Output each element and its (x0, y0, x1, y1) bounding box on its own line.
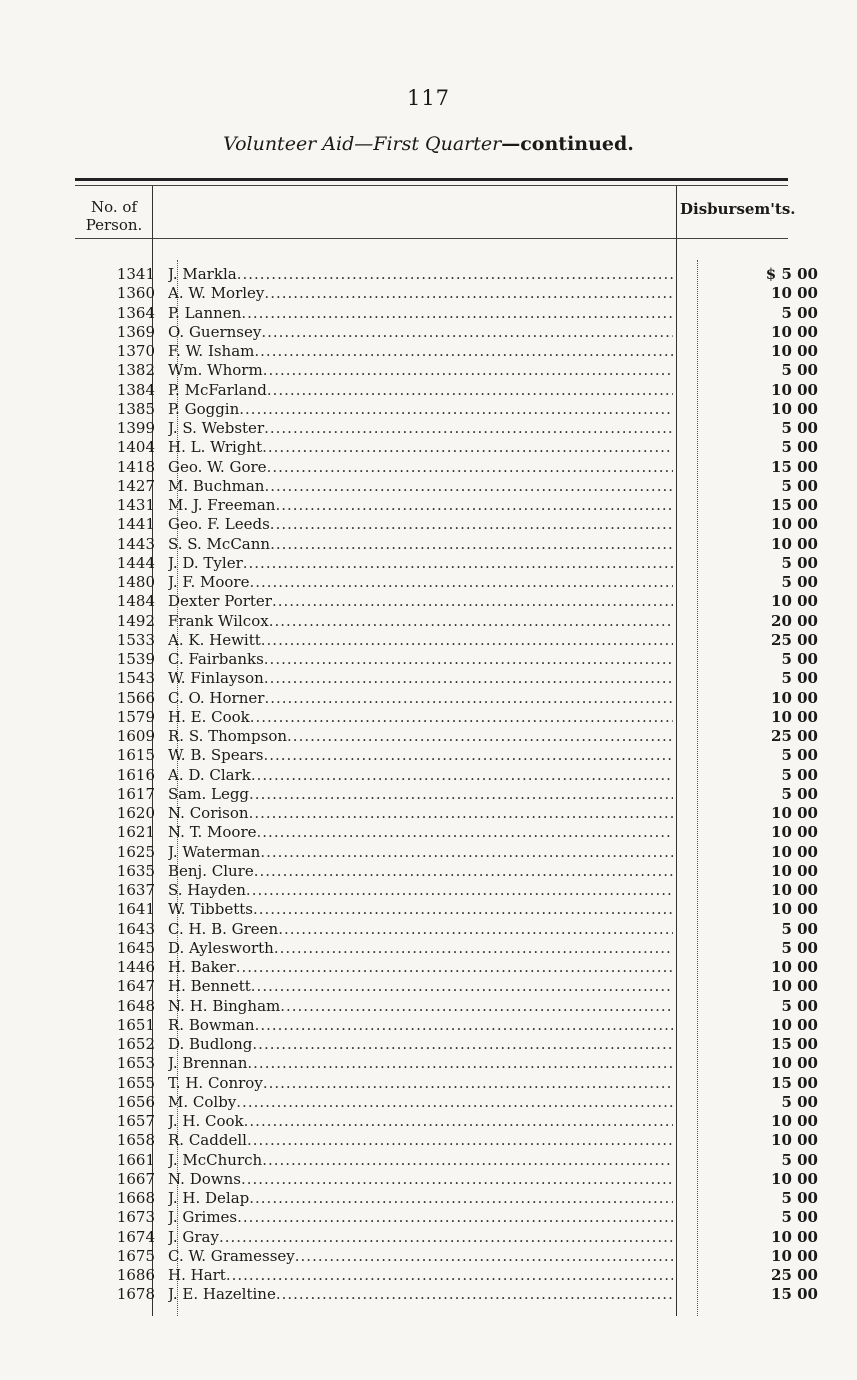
disbursement-amount: 15 00 (771, 496, 818, 514)
disbursement-amount: 10 00 (771, 823, 818, 842)
header-person-line2: Person. (85, 216, 143, 234)
person-number: 1617 (116, 784, 155, 803)
disbursement-amount: 15 00 (771, 1285, 818, 1304)
disbursement-amount: 5 00 (781, 1150, 818, 1169)
disbursement-amount: 10 00 (771, 977, 818, 996)
person-name: N. H. Bingham ..... (168, 997, 673, 1016)
header-disbursements: Disbursem'ts. (680, 200, 796, 218)
table-row (0, 400, 857, 419)
disbursement-amount: 10 00 (771, 322, 818, 341)
disbursement-amount: 5 00 (781, 303, 818, 322)
disbursement-amount: 25 00 (771, 727, 818, 745)
person-name: T. H. Conroy ..... (168, 1074, 673, 1093)
person-number: 1382 (116, 361, 155, 380)
disbursement-amount: 10 00 (771, 1112, 818, 1130)
disbursement-amount: 5 00 (781, 765, 818, 784)
person-name: J. D. Tyler ..... (168, 554, 673, 573)
disbursement-amount: 5 00 (781, 1208, 818, 1227)
person-number: 1651 (116, 1015, 155, 1034)
table-row (0, 1208, 857, 1227)
person-number: 1370 (116, 342, 155, 360)
person-number: 1653 (116, 1054, 155, 1073)
person-name: J. Gray ..... (168, 1228, 673, 1247)
table-row (0, 977, 857, 996)
person-name: S. Hayden ..... (168, 881, 673, 900)
disbursement-amount: 10 00 (771, 900, 818, 919)
table-row (0, 843, 857, 862)
person-name: Sam. Legg ..... (168, 785, 673, 804)
disbursement-amount: 10 00 (771, 1054, 818, 1073)
person-number: 1543 (116, 669, 155, 688)
person-name: R. Bowman ..... (168, 1016, 673, 1035)
table-row (0, 1151, 857, 1170)
person-number: 1399 (116, 419, 155, 437)
table-row (0, 1285, 857, 1304)
disbursement-amount: 25 00 (771, 630, 818, 649)
disbursement-table (0, 265, 857, 1305)
person-number: 1668 (116, 1189, 155, 1207)
person-name: N. T. Moore ..... (168, 823, 673, 842)
disbursement-amount: 5 00 (781, 1092, 818, 1111)
person-name: C. W. Gramessey ..... (168, 1247, 673, 1266)
table-row (0, 323, 857, 342)
person-name: H. L. Wright ..... (168, 438, 673, 457)
table-row (0, 361, 857, 380)
disbursement-amount: 10 00 (771, 1015, 818, 1034)
person-number: 1620 (116, 804, 155, 822)
person-name: W. Finlayson ..... (168, 669, 673, 688)
disbursement-amount: 5 00 (781, 573, 818, 591)
table-row (0, 284, 857, 303)
disbursement-amount: 10 00 (771, 707, 818, 726)
table-row (0, 1035, 857, 1054)
disbursement-amount: 5 00 (781, 361, 818, 380)
table-row (0, 419, 857, 438)
person-name: H. Bennett ..... (168, 977, 673, 996)
person-number: 1637 (116, 881, 155, 899)
person-number: 1675 (116, 1246, 155, 1265)
person-name: J. F. Moore ..... (168, 573, 673, 592)
disbursement-amount: 10 00 (771, 1246, 818, 1265)
disbursement-amount: 5 00 (781, 669, 818, 688)
person-number: 1625 (116, 842, 155, 861)
person-number: 1609 (116, 727, 155, 745)
person-number: 1404 (116, 438, 155, 457)
person-name: J. Brennan ..... (168, 1054, 673, 1073)
table-row (0, 785, 857, 804)
person-name: H. Hart ..... (168, 1266, 673, 1285)
disbursement-amount: 5 00 (781, 553, 818, 572)
person-name: J. Waterman ..... (168, 843, 673, 862)
person-number: 1480 (116, 573, 155, 591)
person-name: M. Buchman ..... (168, 477, 673, 496)
table-row (0, 689, 857, 708)
person-name: C. H. B. Green ..... (168, 920, 673, 939)
person-number: 1615 (116, 746, 155, 765)
disbursement-amount: 5 00 (781, 419, 818, 437)
disbursement-amount: 10 00 (771, 1227, 818, 1246)
table-row (0, 727, 857, 746)
disbursement-amount: 5 00 (781, 996, 818, 1015)
person-name: R. Caddell ..... (168, 1131, 673, 1150)
table-row (0, 477, 857, 496)
disbursement-amount: 10 00 (771, 1169, 818, 1188)
disbursement-amount: 5 00 (781, 1189, 818, 1207)
person-name: P. Goggin ..... (168, 400, 673, 419)
disbursement-amount: 5 00 (781, 938, 818, 957)
person-name: C. Fairbanks ..... (168, 650, 673, 669)
person-number: 1364 (116, 303, 155, 322)
person-number: 1648 (116, 996, 155, 1015)
person-number: 1621 (116, 823, 155, 842)
person-number: 1492 (116, 611, 155, 630)
person-name: D. Budlong ..... (168, 1035, 673, 1054)
title-italic: Volunteer Aid—First Quarter (223, 133, 502, 155)
disbursement-amount: 10 00 (771, 861, 818, 880)
person-name: A. W. Morley ..... (168, 284, 673, 303)
header-rule (75, 238, 788, 239)
person-number: 1441 (116, 515, 155, 534)
person-number: 1446 (116, 958, 155, 976)
table-row (0, 997, 857, 1016)
disbursement-amount: 20 00 (771, 611, 818, 630)
person-number: 1667 (116, 1169, 155, 1188)
person-name: J. McChurch ..... (168, 1151, 673, 1170)
person-name: J. Markla ..... (168, 265, 673, 284)
person-name: D. Aylesworth ..... (168, 939, 673, 958)
disbursement-amount: 5 00 (781, 784, 818, 803)
person-number: 1616 (116, 765, 155, 784)
person-name: S. S. McCann ..... (168, 535, 673, 554)
disbursement-amount: 15 00 (771, 457, 818, 476)
table-row (0, 1054, 857, 1073)
person-name: P. McFarland ..... (168, 381, 673, 400)
top-rule-thin (75, 185, 788, 186)
table-row (0, 939, 857, 958)
table-row (0, 1189, 857, 1208)
person-name: J. E. Hazeltine ..... (168, 1285, 673, 1304)
person-number: 1418 (116, 457, 155, 476)
person-number: 1686 (116, 1266, 155, 1284)
person-name: W. B. Spears ..... (168, 746, 673, 765)
table-row (0, 1266, 857, 1285)
disbursement-amount: 10 00 (771, 592, 818, 611)
table-row (0, 1170, 857, 1189)
person-number: 1673 (116, 1208, 155, 1227)
table-row (0, 342, 857, 361)
table-row (0, 669, 857, 688)
disbursement-amount: 5 00 (781, 650, 818, 668)
table-row (0, 631, 857, 650)
person-name: J. H. Delap ..... (168, 1189, 673, 1208)
person-name: W. Tibbetts ..... (168, 900, 673, 919)
person-name: Dexter Porter ..... (168, 592, 673, 611)
disbursement-amount: 10 00 (771, 399, 818, 418)
table-row (0, 1074, 857, 1093)
person-number: 1369 (116, 322, 155, 341)
person-name: J. Grimes ..... (168, 1208, 673, 1227)
disbursement-amount: 10 00 (771, 842, 818, 861)
table-row (0, 766, 857, 785)
table-row (0, 958, 857, 977)
person-number: 1635 (116, 861, 155, 880)
table-row (0, 554, 857, 573)
person-number: 1539 (116, 650, 155, 668)
person-number: 1652 (116, 1035, 155, 1053)
person-name: Geo. F. Leeds ..... (168, 515, 673, 534)
person-name: Benj. Clure ..... (168, 862, 673, 881)
person-number: 1443 (116, 534, 155, 553)
person-name: Geo. W. Gore ..... (168, 458, 673, 477)
person-name: H. Baker ..... (168, 958, 673, 977)
table-row (0, 573, 857, 592)
person-number: 1579 (116, 707, 155, 726)
disbursement-amount: 10 00 (771, 534, 818, 553)
person-number: 1658 (116, 1131, 155, 1150)
person-name: A. D. Clark ..... (168, 766, 673, 785)
person-number: 1431 (116, 496, 155, 514)
table-row (0, 265, 857, 284)
table-row (0, 592, 857, 611)
disbursement-amount: 10 00 (771, 804, 818, 822)
disbursement-amount: 10 00 (771, 342, 818, 360)
disbursement-amount: 10 00 (771, 515, 818, 534)
table-row (0, 650, 857, 669)
disbursement-amount: 10 00 (771, 958, 818, 976)
person-name: Wm. Whorm ..... (168, 361, 673, 380)
table-row (0, 920, 857, 939)
disbursement-amount: 15 00 (771, 1035, 818, 1053)
person-name: M. Colby ..... (168, 1093, 673, 1112)
person-number: 1643 (116, 919, 155, 938)
person-name: A. K. Hewitt ..... (168, 631, 673, 650)
disbursement-amount: 5 00 (781, 919, 818, 938)
person-name: C. O. Horner ..... (168, 689, 673, 708)
table-row (0, 612, 857, 631)
person-name: J. S. Webster ..... (168, 419, 673, 438)
disbursement-amount: 5 00 (781, 746, 818, 765)
person-number: 1674 (116, 1227, 155, 1246)
person-number: 1661 (116, 1150, 155, 1169)
person-number: 1385 (116, 399, 155, 418)
table-row (0, 1131, 857, 1150)
table-row (0, 1228, 857, 1247)
person-number: 1444 (116, 553, 155, 572)
table-row (0, 900, 857, 919)
person-name: N. Downs ..... (168, 1170, 673, 1189)
top-rule (75, 178, 788, 181)
disbursement-amount: 10 00 (771, 688, 818, 707)
table-row (0, 458, 857, 477)
table-row (0, 304, 857, 323)
disbursement-amount: 10 00 (771, 1131, 818, 1150)
disbursement-amount: 15 00 (771, 1073, 818, 1092)
table-row (0, 535, 857, 554)
person-number: 1655 (116, 1073, 155, 1092)
header-person-line1: No. of (90, 198, 137, 216)
person-name: H. E. Cook ..... (168, 708, 673, 727)
person-number: 1647 (116, 977, 155, 996)
disbursement-amount: 10 00 (771, 284, 818, 303)
person-number: 1384 (116, 380, 155, 399)
table-row (0, 1112, 857, 1131)
table-row (0, 823, 857, 842)
disbursement-amount: 5 00 (781, 476, 818, 495)
disbursement-amount: 10 00 (771, 380, 818, 399)
person-name: Frank Wilcox ..... (168, 612, 673, 631)
disbursement-amount: $ 5 00 (765, 265, 818, 283)
person-name: P. Lannen ..... (168, 304, 673, 323)
person-number: 1341 (116, 265, 155, 283)
person-number: 1645 (116, 938, 155, 957)
person-number: 1484 (116, 592, 155, 611)
page-number: 117 (406, 86, 451, 110)
person-number: 1566 (116, 688, 155, 707)
person-name: R. S. Thompson ..... (168, 727, 673, 746)
disbursement-amount: 25 00 (771, 1266, 818, 1284)
header-person-number (78, 198, 150, 234)
person-number: 1656 (116, 1092, 155, 1111)
person-number: 1641 (116, 900, 155, 919)
person-number: 1427 (116, 476, 155, 495)
table-row (0, 1016, 857, 1035)
table-row (0, 496, 857, 515)
title-continued: —continued. (501, 133, 634, 155)
table-row (0, 1247, 857, 1266)
person-name: J. H. Cook ..... (168, 1112, 673, 1131)
table-row (0, 881, 857, 900)
table-row (0, 862, 857, 881)
person-number: 1533 (116, 630, 155, 649)
person-name: F. W. Isham ..... (168, 342, 673, 361)
table-row (0, 515, 857, 534)
page-title (0, 133, 857, 155)
table-row (0, 438, 857, 457)
disbursement-amount: 10 00 (771, 881, 818, 899)
table-row (0, 708, 857, 727)
table-row (0, 804, 857, 823)
person-name: O. Guernsey ..... (168, 323, 673, 342)
table-row (0, 1093, 857, 1112)
person-name: M. J. Freeman ..... (168, 496, 673, 515)
person-number: 1678 (116, 1285, 155, 1304)
person-number: 1360 (116, 284, 155, 303)
person-name: N. Corison ..... (168, 804, 673, 823)
person-number: 1657 (116, 1112, 155, 1130)
table-row (0, 381, 857, 400)
disbursement-amount: 5 00 (781, 438, 818, 457)
table-row (0, 746, 857, 765)
